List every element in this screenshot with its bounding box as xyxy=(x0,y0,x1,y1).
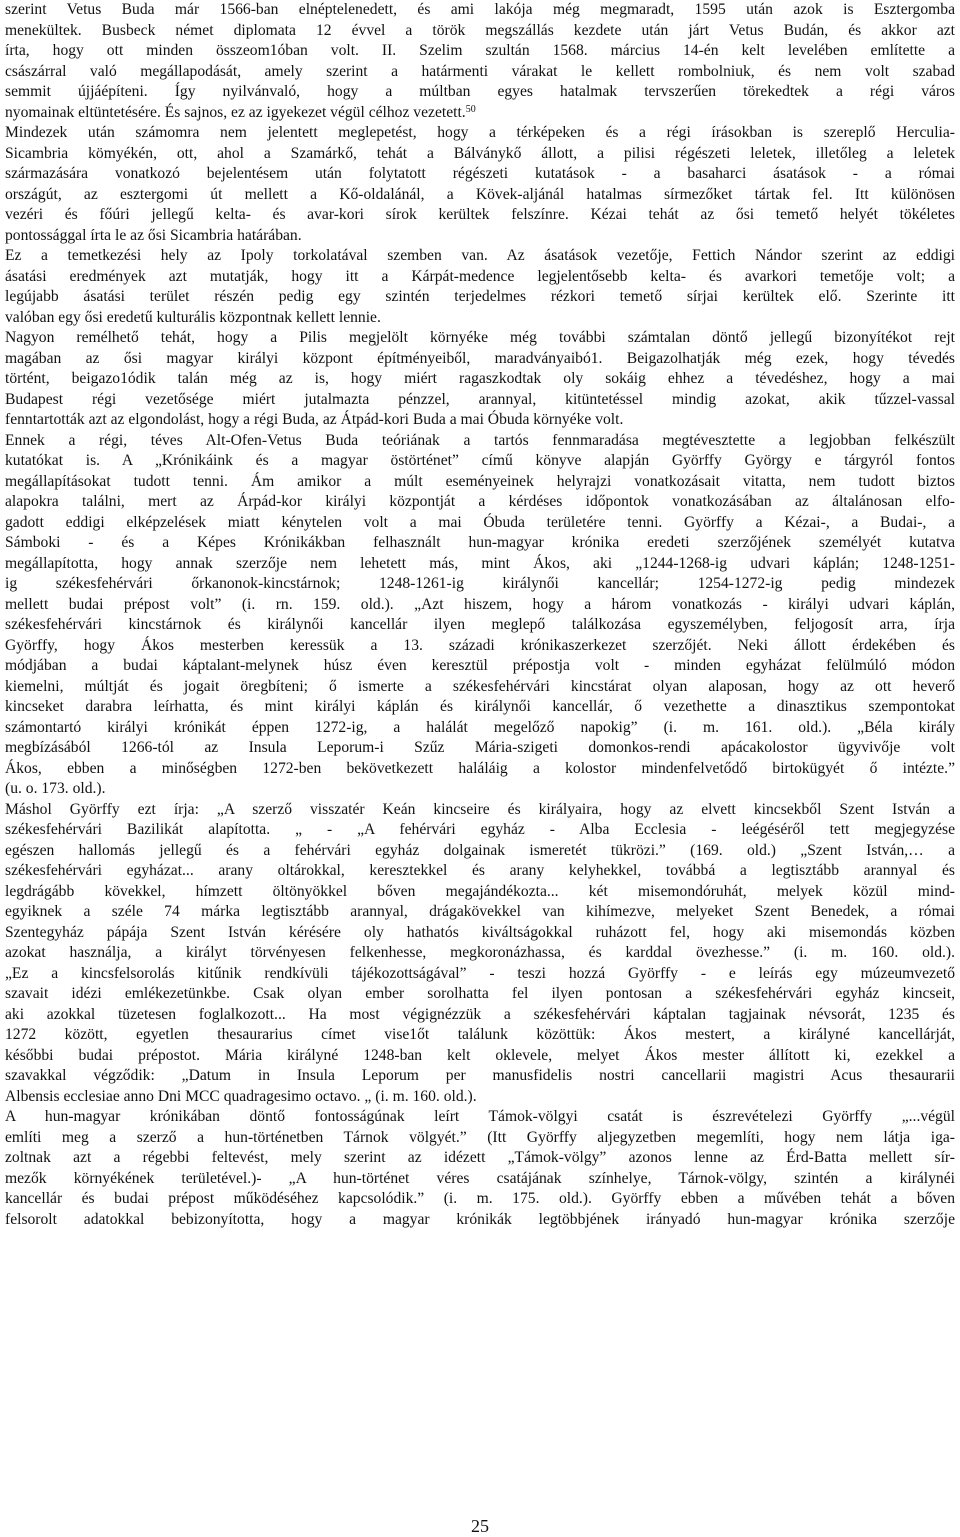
text-line xyxy=(5,554,955,575)
text-line-content: megállapította, hogy annak szerzője nem lehetett más, mint Ákos, aki „1244-1268-ig udvari káplán; 1248-1251- xyxy=(5,554,955,572)
text-line xyxy=(5,718,955,739)
text-line-content: kancellár és budai prépost működéséhez kapcsolódik.” (i. m. 175. old.). Györffy ebben a művében tehát a bőven xyxy=(5,1190,955,1207)
text-line xyxy=(5,349,955,370)
text-line xyxy=(5,1169,955,1190)
text-line xyxy=(5,1210,955,1231)
text-line-content: mellett budai prépost volt” (i. rn. 159. old.). „Azt hiszem, hogy a három vonatkozás - királyi udvari káplán, xyxy=(5,595,955,613)
text-line-content: székesfehérvári egyházat... arany oltárokkal, keresztekkel és arany kelyhekkel, továbbá a legtisztább arannyal és xyxy=(5,862,955,879)
text-line-content: vezéri és főúri jellegű kelta- és avar-kori sírok kerültek felszínre. Kézai tehát az ősi temető helyét tökéletes xyxy=(5,206,955,223)
text-line-content: legdrágább kövekkel, hímzett öltönyökkel bőven megajándékozta... két misemondóruhát, melyek közül mind- xyxy=(5,882,955,900)
text-line xyxy=(5,308,955,329)
text-line xyxy=(5,267,955,288)
text-line xyxy=(5,62,955,83)
text-line xyxy=(5,226,955,247)
text-line xyxy=(5,369,955,390)
text-line-content: ig székesfehérvári őrkanonok-kincstárnok; 1248-1261-ig királynői kancellár; 1254-1272-ig pedig mindezek xyxy=(5,575,955,592)
text-line-content: pontossággal írta le az ősi Sicambria határában. xyxy=(5,226,302,244)
text-line xyxy=(5,472,955,493)
text-line xyxy=(5,0,955,21)
text-line xyxy=(5,431,955,452)
text-line-content: (u. o. 173. old.). xyxy=(5,780,106,797)
text-line-content: Máshol Györffy ezt írja: „A szerző visszatér Keán kincseire és királyaira, hogy az elvett kincsekből Szent István a xyxy=(5,800,955,818)
text-line xyxy=(5,738,955,759)
text-line xyxy=(5,1189,955,1210)
text-line xyxy=(5,328,955,349)
text-line-content: számontartó királyi krónikát éppen 1272-ig, a halálát megelőző napokig” (i. m. 161. old.). „Béla király xyxy=(5,718,955,736)
text-line-content: Ennek a régi, téves Alt-Ofen-Vetus Buda teóriának a tartós fennmaradása megtévesztette a legjobban felkészült xyxy=(5,431,955,449)
text-line-content: egyiknek a széle 74 márka legtisztább arannyal, drágakövekkel van kihímezve, melyeket Szent Benedek, a római xyxy=(5,903,955,920)
text-line-content: megállapításokat tudott tenni. Ám amikor a múlt eseményeinek helyrajzi vonatkozásait vitatta, nem tudott biztos xyxy=(5,472,955,490)
text-line xyxy=(5,636,955,657)
text-line xyxy=(5,410,955,431)
text-line xyxy=(5,21,955,42)
text-line xyxy=(5,779,955,800)
text-line xyxy=(5,513,955,534)
text-line-content: Albensis ecclesiae anno Dni MCC quadragesimo octavo. „ (i. m. 160. old.). xyxy=(5,1087,477,1105)
page-number: 25 xyxy=(471,1516,489,1536)
text-line xyxy=(5,861,955,882)
text-line xyxy=(5,984,955,1005)
text-line-content: Nagyon remélhető tehát, hogy a Pilis megjelölt környéke még további számtalan döntő jellegű bizonyítékot rejt xyxy=(5,329,955,346)
text-line-content: kincseket darabra leírhatta, és mint királyi káplán és királynői kancellár, ő vezethette a dinasztikus szempontokat xyxy=(5,698,955,715)
text-line xyxy=(5,677,955,698)
text-line xyxy=(5,1107,955,1128)
text-line xyxy=(5,1066,955,1087)
text-line xyxy=(5,123,955,144)
text-line-content: egészen hallomás jellegű és a fehérvári egyház dolgainak ismeretét tükrözi.” (169. old.) „Szent István,… a xyxy=(5,841,955,859)
text-line-content: legújabb ásatási terület részén pedig egy szintén terjedelmes rézkori temető sírjai kerültek elő. Szerinte itt xyxy=(5,288,955,305)
text-line-content: módjában a budai káptalant-melynek húsz éven keresztül prépostja volt - minden egyházat felülmúló módon xyxy=(5,657,955,674)
text-line-content: írta, hogy ott minden összeom1óban volt. II. Szelim szultán 1568. március 14-én kelt levelében említette a xyxy=(5,42,955,59)
text-line xyxy=(5,144,955,165)
footnote-marker: 50 xyxy=(465,103,476,115)
text-line-content: kutatókat is. A „Krónikáink és a magyar östörténet” című könyve alapján Györffy György e tárgyról fontos xyxy=(5,452,955,469)
text-line-content: ásatási eredmények azt mutatják, hogy itt a Kárpát-medence legjelentősebb kelta- és avarkori temetője volt; a xyxy=(5,267,955,285)
text-line-content: Sámboki - és a Képes Krónikákban felhasznált hun-magyar krónika eredeti szerzőjének személyét kutatva xyxy=(5,534,955,551)
text-line-content: szerint Vetus Buda már 1566-ban elnéptelenedett, és ami lakója még megmaradt, 1595 után azok is Esztergomba xyxy=(5,1,955,18)
text-line-content: Budapest régi vezetősége miért jutalmazta pénzzel, arannyal, kitüntetéssel mindig azokat, akik tűzzel-vassal xyxy=(5,390,955,408)
text-line xyxy=(5,103,955,124)
text-line-content: aki azokkal tüzetesen foglalkozott... Ha most végignézzük a székesfehérvári káptalan tagjainak névsorát, 1235 és xyxy=(5,1005,955,1023)
text-line-content: említi meg a szerző a hun-történetben Tárnok völgyét.” (Itt Györffy aljegyzetben megemlíti, hogy nem látja iga- xyxy=(5,1128,955,1146)
text-line xyxy=(5,615,955,636)
text-line xyxy=(5,390,955,411)
document-body xyxy=(5,0,955,1230)
text-line xyxy=(5,41,955,62)
text-line-content: Sicambria kömyékén, ott, ahol a Szamárkő, tehát a Bálványkő állott, a pilisi régészeti leletek, illetőleg a leletek xyxy=(5,144,955,162)
text-line-content: 1272 között, egyetlen thesaurarius címet vise1őt találunk közöttük: Ákos mestert, a királyné kancellárját, xyxy=(5,1026,955,1043)
text-line xyxy=(5,964,955,985)
text-line-content: „Ez a kincsfelsorolás kitűnik rendkívüli tájékozottságával” - teszi hozzá Györffy - e leírás egy múzeumvezető xyxy=(5,964,955,982)
text-line-content: magában az ősi magyar királyi központ építményeiből, maradványaibó1. Beigazolhatják még ezek, hogy tévedés xyxy=(5,349,955,367)
text-line-content: alapokra találni, mert az Árpád-kor királyi központját a kérdéses időpontok vonatkozásában az általánosan elfo- xyxy=(5,493,955,510)
text-line-content: zoltnak azt a régebbi feltevést, mely szerint az idézett „Támok-völgy” azonos lenne az Érd-Batta mellett sír- xyxy=(5,1149,955,1166)
text-line xyxy=(5,287,955,308)
text-line xyxy=(5,1148,955,1169)
text-line xyxy=(5,246,955,267)
text-line xyxy=(5,1046,955,1067)
text-line-content: gadott eddigi elképzelések miatt kénytelen volt a mai Óbuda területére tenni. Györffy a Kézai-, a Budai-, a xyxy=(5,513,955,531)
text-line xyxy=(5,574,955,595)
text-line xyxy=(5,595,955,616)
text-line-content: megbízásából 1266-tól az Insula Leporum-i Szűz Mária-szigeti domonkos-rendi apácakolostor ügyvivője volt xyxy=(5,739,955,756)
text-line xyxy=(5,759,955,780)
text-line-content: Ákos, ebben a minőségben 1272-ben bekövetkezett haláláig a kolostor mindenfelvetődő birtokügyét ő intézte.” xyxy=(5,759,955,777)
text-line xyxy=(5,923,955,944)
text-line-content: későbbi budai prépostot. Mária királyné 1248-ban kelt oklevele, melyet Ákos mester állított ki, ezekkel a xyxy=(5,1046,955,1064)
text-line xyxy=(5,1087,955,1108)
text-line xyxy=(5,697,955,718)
text-line-content: székesfehérvári Bazilikát alapította. „ - „A fehérvári egyház - Alba Ecclesia - leégéséről tett megjegyzése xyxy=(5,821,955,838)
text-line xyxy=(5,1005,955,1026)
text-line-content: országút, az esztergomi út mellett a Kő-oldalánál, a Kövek-aljánál hatalmas sírmezőket tártak fel. Itt különösen xyxy=(5,185,955,203)
text-line xyxy=(5,943,955,964)
text-line-content: menekültek. Busbeck német diplomata 12 évvel a török megszállás kezdete után járt Vetus Budán, és akkor azt xyxy=(5,21,955,39)
text-line-content: Mindezek után számomra nem jelentett meglepetést, hogy a térképeken és a régi írásokban is szereplő Herculia- xyxy=(5,124,955,141)
text-line-content: azokat használja, a királyt törvényesen felkenhesse, megkoronázhassa, és karddal övezhesse.” (i. m. 160. old.). xyxy=(5,944,955,961)
text-line-content: császárral való megállapodását, amely szerint a határmenti várakat le kellett rombolniuk, és nem volt szabad xyxy=(5,62,955,80)
text-line-content: Györffy, hogy Ákos mesterben keressük a 13. századi krónikaszerkezet szerzőjét. Neki állott érdekében és xyxy=(5,636,955,654)
text-line-content: Ez a temetkezési hely az Ipoly torkolatával szemben van. Az ásatások vezetője, Fettich Nándor szerint az eddigi xyxy=(5,247,955,264)
text-line-content: szavait idézi emlékezetünkbe. Csak olyan ember sorolhatta fel ilyen pontosan a székesfehérvári egyház kincseit, xyxy=(5,985,955,1002)
text-line-content: nyomainak eltüntetésére. És sajnos, ez az igyekezet végül célhoz vezetett. xyxy=(5,103,466,121)
text-line-content: mezők környékének területével.)- „A hun-történet véres csatájának színhelye, Tárnok-völgy, szintén a királynéi xyxy=(5,1169,955,1187)
text-line xyxy=(5,1128,955,1149)
text-line xyxy=(5,533,955,554)
text-line-content: fenntartották azt az elgondolást, hogy a régi Buda, az Átpád-kori Buda a mai Óbuda környéke volt. xyxy=(5,411,624,428)
text-line-content: valóban egy ősi eredetű kulturális központnak kellett lennie. xyxy=(5,308,381,326)
text-line-content: történt, beigazo1ódik talán még az is, hogy miért ragaszkodtak oly sokáig ehhez a tévedéshez, hogy a mai xyxy=(5,370,955,387)
text-line-content: székesfehérvári kincstárnok és királynői kancellár ilyen meglepő találkozása egyszemélyben, feljogosít arra, írja xyxy=(5,616,955,633)
text-line-content: szavakkal végződik: „Datum in Insula Leporum per manusfidelis nostri cancellarii magistri Acus thesaurarii xyxy=(5,1067,955,1084)
text-line-content: kiemelni, múltját és jogait öregbíteni; ő ismerte a székesfehérvári kincstárat olyan alaposan, hogy az ott heverő xyxy=(5,677,955,695)
text-line xyxy=(5,1025,955,1046)
text-line xyxy=(5,82,955,103)
text-line xyxy=(5,882,955,903)
text-line xyxy=(5,185,955,206)
text-line-content: felsorolt adatokkal bebizonyította, hogy a magyar krónikák legtöbbjének irányadó hun-magyar krónika szerzője xyxy=(5,1210,955,1228)
text-line xyxy=(5,451,955,472)
text-line xyxy=(5,902,955,923)
text-line xyxy=(5,841,955,862)
text-line-content: A hun-magyar krónikában döntő fontosságúnak leírt Támok-völgyi csatát is észrevételezi Györffy „...végül xyxy=(5,1108,955,1125)
text-line-content: semmit újjáépíteni. Így nyilvánvaló, hogy a múltban egyes hatalmak tervszerűen törekedtek a régi város xyxy=(5,83,955,100)
text-line xyxy=(5,800,955,821)
text-line xyxy=(5,656,955,677)
text-line-content: származására vonatkozó bejelentésem után folytatott régészeti kutatások - a basaharci ásatások - a római xyxy=(5,165,955,182)
text-line xyxy=(5,820,955,841)
text-line xyxy=(5,164,955,185)
text-line xyxy=(5,492,955,513)
text-line-content: Szentegyház pápája Szent István kérésére oly hathatós kiváltságokkal ruházott fel, hogy aki misemondás közben xyxy=(5,923,955,941)
text-line xyxy=(5,205,955,226)
